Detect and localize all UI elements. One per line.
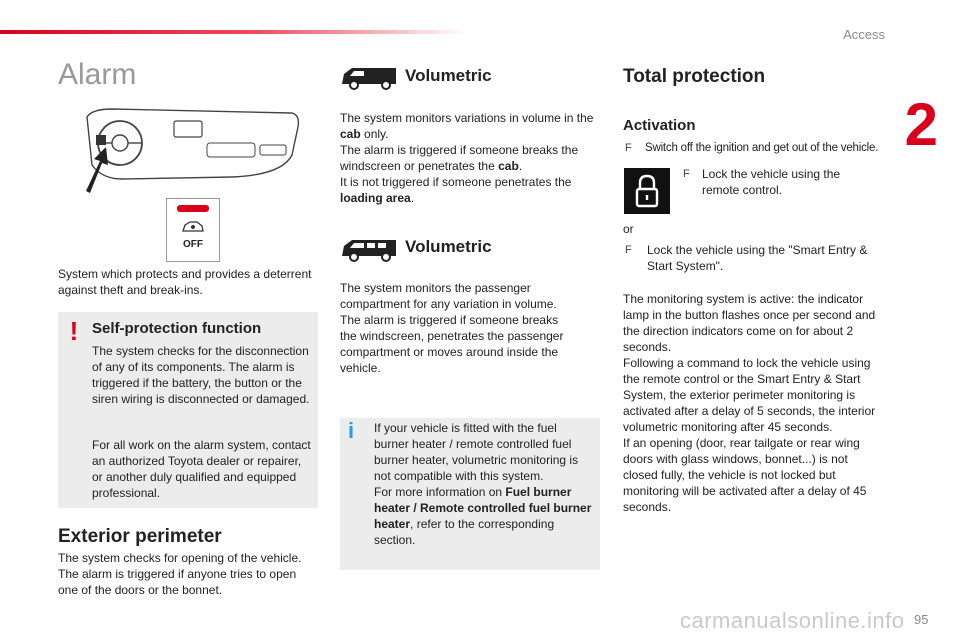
padlock-icon — [624, 168, 670, 214]
dashboard-illustration — [82, 105, 302, 195]
exterior-perimeter-text: The system checks for opening of the vehicle. The alarm is triggered if anyone tries to open one of the doors or the bonnet. — [58, 551, 302, 597]
monitoring-text-2: Following a command to lock the vehicle using the remote control or the Smart Entry & Start System, the exterior perimeter monitoring is activated after a delay of 5 seconds, the interior volumetric monitoring after 45 seconds. — [623, 356, 876, 434]
info-icon: i — [348, 418, 355, 443]
watermark: carmanualsonline.info — [680, 608, 905, 633]
volumetric-title-1: Volumetric — [405, 66, 492, 85]
self-protection-text-1: The system checks for the disconnection of any of its components. The alarm is triggered if the battery, the button or the siren wiring is disconnected or damaged. — [92, 344, 310, 406]
section-label: Access — [843, 27, 885, 42]
page-title: Alarm — [58, 58, 137, 91]
self-protection-text-2: For all work on the alarm system, contact an authorized Toyota dealer or repairer, or another duly qualified and equipped professional. — [92, 438, 311, 500]
lock-key-illustration — [624, 168, 670, 214]
alarm-button-illustration — [166, 198, 220, 262]
activation-title: Activation — [623, 117, 696, 134]
step-lock-remote: Lock the vehicle using the remote control. — [702, 167, 841, 197]
info-text: If your vehicle is fitted with the fuel burner heater / remote controlled fuel burner heater, volumetric monitoring is not compatible with this system. For more information on Fuel burner heater / Remote controlled fuel burner heater, refer to the corresponding section. — [374, 421, 592, 547]
page-number: 95 — [914, 612, 929, 627]
step-lock-smart-entry: Lock the vehicle using the "Smart Entry & Start System". — [647, 243, 868, 273]
off-label: OFF — [183, 239, 203, 250]
header-accent-bar — [0, 30, 470, 34]
bullet-icon: F — [625, 142, 632, 154]
step-switch-off: Switch off the ignition and get out of the vehicle. — [645, 142, 879, 154]
bullet-icon: F — [683, 168, 690, 180]
monitoring-text-3: If an opening (door, rear tailgate or rear wing doors with glass windows, bonnet...) is not closed fully, the vehicle is not locked but monitoring will be activated after a delay of 45 seconds. — [623, 436, 867, 514]
or-text: or — [623, 222, 634, 236]
volumetric-title-2: Volumetric — [405, 237, 492, 256]
vehicle-alarm-icon — [181, 219, 205, 235]
van-cab-icon — [340, 64, 398, 92]
alarm-button-indicator-lamp — [177, 205, 209, 212]
exterior-perimeter-title: Exterior perimeter — [58, 526, 222, 547]
total-protection-title: Total protection — [623, 66, 766, 87]
van-passenger-icon — [340, 236, 398, 264]
volumetric-text-1: The system monitors variations in volume in the cab only. The alarm is triggered if someone breaks the windscreen or penetrates the cab. It is not triggered if someone penetrates the loading area. — [340, 111, 594, 205]
intro-text: System which protects and provides a deterrent against theft and break-ins. — [58, 267, 312, 297]
self-protection-title: Self-protection function — [92, 320, 262, 337]
monitoring-text-1: The monitoring system is active: the indicator lamp in the button flashes once per second and the direction indicators come on for about 2 seconds. — [623, 292, 876, 354]
bullet-icon: F — [625, 244, 632, 256]
volumetric-text-2: The system monitors the passenger compartment for any variation in volume. The alarm is triggered if someone breaks the windscreen, penetrates the passenger compartment or moves around inside the vehicle. — [340, 281, 564, 375]
warning-icon: ! — [69, 316, 79, 346]
chapter-number: 2 — [904, 91, 938, 158]
